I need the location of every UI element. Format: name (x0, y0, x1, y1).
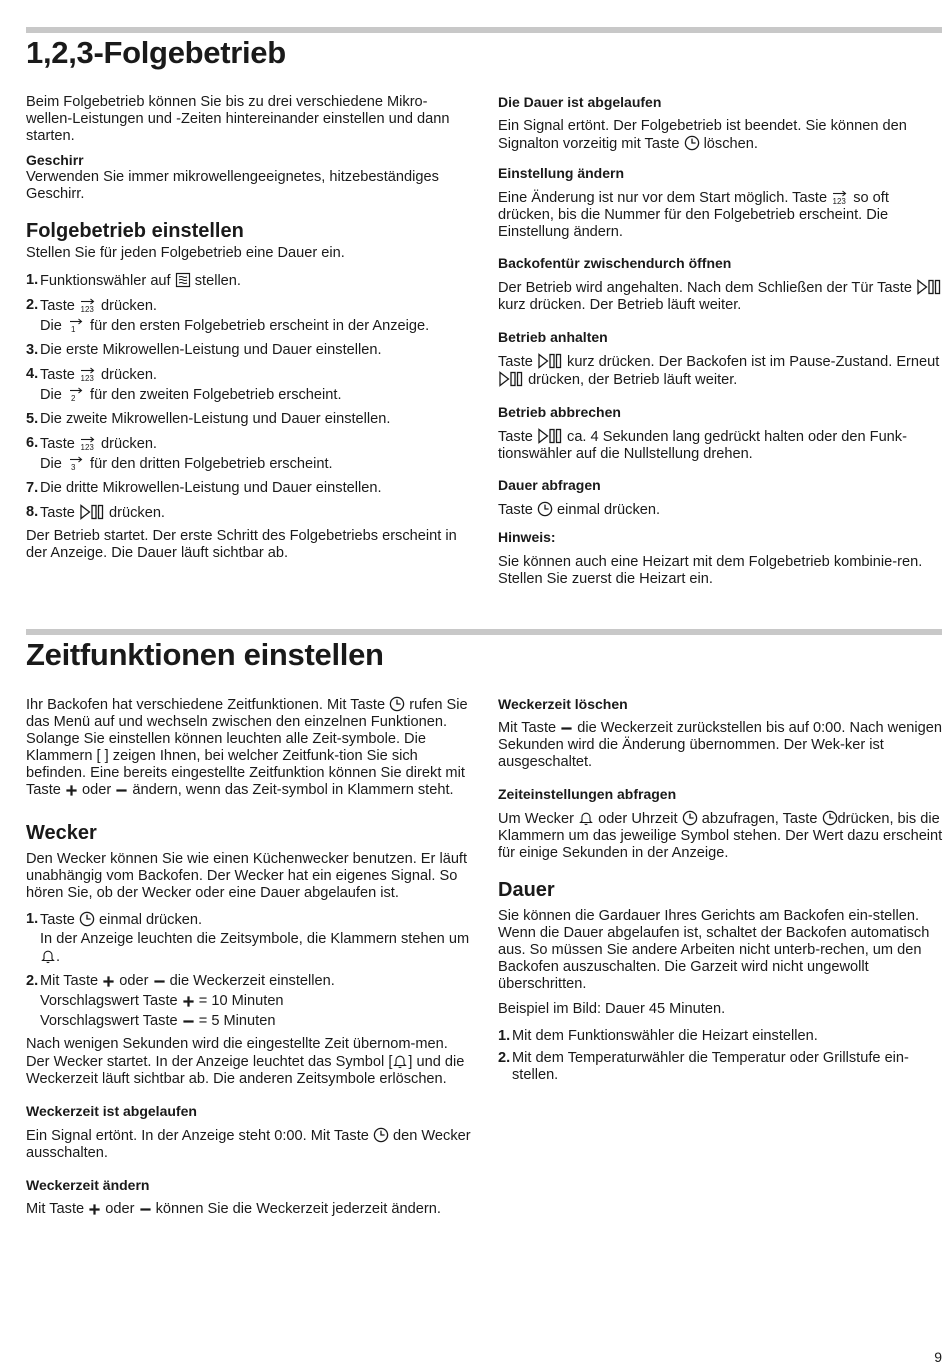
sequence-step-2-icon (66, 386, 86, 402)
step-number: 7. (26, 480, 39, 496)
start-pause-icon (498, 371, 524, 387)
list-item: 2. Mit Taste oder die Weckerzeit einstellen. (26, 973, 335, 989)
dauer-heading: Dauer (498, 879, 555, 901)
clock-icon (537, 501, 553, 517)
plus-icon (102, 975, 115, 988)
wecker-after-text: Nach wenigen Sekunden wird die eingestellte Zeit übernom-men. Der Wecker startet. In der Anzeige leuchtet das Symbol [ ] und die Weckerzeit läuft sichtbar ab. Die anderen Zeitsymbole erlöschen. (26, 1036, 465, 1087)
plus-icon (65, 784, 78, 797)
weckerzeit-abgelaufen-heading: Weckerzeit ist abgelaufen (26, 1103, 197, 1119)
dauer-beispiel: Beispiel im Bild: Dauer 45 Minuten. (498, 1001, 726, 1017)
list-item: 5. Die zweite Mikrowellen-Leistung und Dauer einstellen. (26, 411, 391, 427)
list-item: 1. Taste einmal drücken. (26, 911, 203, 928)
dauer-abfragen-heading: Dauer abfragen (498, 477, 601, 493)
minus-icon (153, 975, 166, 988)
section1-left-column (26, 94, 471, 562)
outro-text: Der Betrieb startet. Der erste Schritt des Folgebetriebs erscheint in der Anzeige. Die Dauer läuft sichtbar ab. (26, 528, 457, 561)
betrieb-abbrechen-text: Taste ca. 4 Sekunden lang gedrückt halten oder den Funk-tionswähler auf die Nullstellung drehen. (498, 429, 907, 462)
start-pause-icon (537, 353, 563, 369)
plus-icon (88, 1203, 101, 1216)
step-note: In der Anzeige leuchten die Zeitsymbole, die Klammern stehen um . (40, 931, 470, 965)
zeiteinstellungen-text: Um Wecker oder Uhrzeit abzufragen, Taste drücken, bis die Klammern um das jeweilige Symbol stehen. Der Wert dazu erscheint für einige Sekunden in der Anzeige. (498, 811, 943, 861)
step-note: Die für den dritten Folgebetrieb erscheint. (40, 456, 333, 472)
dauer-abfragen-text: Taste einmal drücken. (498, 502, 661, 518)
list-item: 2. Mit dem Temperaturwähler die Temperatur oder Grillstufe ein-stellen. (498, 1050, 909, 1083)
geschirr-heading: Geschirr (26, 152, 84, 168)
microwave-mode-icon (175, 272, 191, 288)
section1-right-column (498, 94, 943, 588)
step-number: 1. (26, 911, 39, 927)
betrieb-anhalten-text: Taste kurz drücken. Der Backofen ist im Pause-Zustand. Erneut drücken, der Betrieb läuft weiter. (498, 354, 940, 388)
sequence-123-icon (79, 435, 97, 451)
step-number: 3. (26, 342, 39, 358)
lead-text: Stellen Sie für jeden Folgebetrieb eine Dauer ein. (26, 245, 345, 261)
zeitfunktionen-intro: Ihr Backofen hat verschiedene Zeitfunktionen. Mit Taste rufen Sie das Menü auf und wechseln zwischen den einzelnen Funktionen. Solange Sie einstellen können leuchten alle Zeit-symbole. Die Klammern [ ] zeigen Ihnen, bei welcher Zeitfunk-tion Sie sich befinden. Eine bereits eingestellte Zeitfunktion können Sie direkt mit Taste oder ändern, wenn das Zeit-symbol in Klammern steht. (26, 697, 468, 798)
start-pause-icon (79, 504, 105, 520)
clock-icon (822, 810, 838, 826)
sequence-step-1-icon (66, 317, 86, 333)
section-rule-middle (26, 629, 942, 635)
intro-text: Beim Folgebetrieb können Sie bis zu drei verschiedene Mikro-wellen-Leistungen und -Zeiten hintereinander einstellen und dann starten. (26, 94, 450, 144)
dauer-abgelaufen-heading: Die Dauer ist abgelaufen (498, 94, 662, 110)
list-item: 2. Taste drücken. (26, 297, 157, 314)
list-item: 1. Funktionswähler auf stellen. (26, 272, 241, 289)
list-item: 3. Die erste Mikrowellen-Leistung und Dauer einstellen. (26, 342, 382, 358)
step-note: Die für den ersten Folgebetrieb erscheint in der Anzeige. (40, 318, 430, 334)
backofentuer-text: Der Betrieb wird angehalten. Nach dem Schließen der Tür Taste kurz drücken. Der Betrieb läuft weiter. (498, 279, 943, 314)
sequence-123-icon (79, 366, 97, 382)
bell-icon (392, 1053, 408, 1069)
dauer-steps-list (498, 1028, 943, 1084)
section2-right-column (498, 696, 943, 1084)
minus-icon (115, 784, 128, 797)
page-title-zeitfunktionen: Zeitfunktionen einstellen (26, 637, 384, 672)
start-pause-icon (916, 279, 942, 295)
step-number: 1. (26, 272, 39, 288)
plus-icon (182, 995, 195, 1008)
clock-icon (373, 1127, 389, 1143)
section2-left-column (26, 696, 471, 1218)
folgebetrieb-einstellen-heading: Folgebetrieb einstellen (26, 220, 244, 242)
list-item: 7. Die dritte Mikrowellen-Leistung und Dauer einstellen. (26, 480, 382, 496)
dauer-abgelaufen-text: Ein Signal ertönt. Der Folgebetrieb ist beendet. Sie können den Signalton vorzeitig mit Taste löschen. (498, 118, 907, 152)
clock-icon (79, 911, 95, 927)
minus-icon (182, 1015, 195, 1028)
weckerzeit-aendern-heading: Weckerzeit ändern (26, 1177, 150, 1193)
step-number: 2. (498, 1050, 511, 1066)
clock-icon (682, 810, 698, 826)
step-number: 6. (26, 435, 39, 451)
step-number: 8. (26, 504, 39, 520)
geschirr-text: Verwenden Sie immer mikrowellengeeignetes, hitzebeständiges Geschirr. (26, 169, 439, 202)
step-number: 5. (26, 411, 39, 427)
einstellung-aendern-heading: Einstellung ändern (498, 165, 625, 181)
backofentuer-heading: Backofentür zwischendurch öffnen (498, 255, 732, 271)
step-number: 4. (26, 366, 39, 382)
page-title-folgebetrieb: 1,2,3-Folgebetrieb (26, 35, 286, 70)
bell-icon (578, 810, 594, 826)
weckerzeit-loeschen-text: Mit Taste die Weckerzeit zurückstellen bis auf 0:00. Nach wenigen Sekunden wird die Änderung übernommen. Der Wek-ker ist ausgeschaltet. (498, 720, 943, 770)
hinweis-heading: Hinweis: (498, 529, 556, 545)
sequence-123-icon (831, 189, 849, 205)
einstellung-aendern-text: Eine Änderung ist nur vor dem Start möglich. Taste so oft drücken, bis die Nummer für den Folgebetrieb erscheint. Die Einstellung ändern. (498, 190, 889, 240)
betrieb-anhalten-heading: Betrieb anhalten (498, 329, 608, 345)
betrieb-abbrechen-heading: Betrieb abbrechen (498, 404, 621, 420)
section-rule-top (26, 27, 942, 33)
step-note: Vorschlagswert Taste = 5 Minuten (40, 1013, 276, 1029)
start-pause-icon (537, 428, 563, 444)
step-number: 1. (498, 1028, 511, 1044)
weckerzeit-loeschen-heading: Weckerzeit löschen (498, 696, 628, 712)
list-item: 6. Taste drücken. (26, 435, 157, 452)
step-note: Vorschlagswert Taste = 10 Minuten (40, 993, 284, 1009)
minus-icon (560, 722, 573, 735)
step-number: 2. (26, 973, 39, 989)
folgebetrieb-steps-list (26, 272, 471, 522)
clock-icon (389, 696, 405, 712)
clock-icon (684, 135, 700, 151)
minus-icon (139, 1203, 152, 1216)
wecker-steps-list (26, 911, 471, 1030)
step-note: Die für den zweiten Folgebetrieb erscheint. (40, 387, 342, 403)
step-number: 2. (26, 297, 39, 313)
list-item: 1. Mit dem Funktionswähler die Heizart einstellen. (498, 1028, 818, 1044)
zeiteinstellungen-heading: Zeiteinstellungen abfragen (498, 786, 677, 802)
hinweis-text: Sie können auch eine Heizart mit dem Folgebetrieb kombinie-ren. Stellen Sie zuerst die Heizart ein. (498, 554, 923, 587)
weckerzeit-aendern-text: Mit Taste oder können Sie die Weckerzeit jederzeit ändern. (26, 1201, 441, 1217)
page-number: 9 (934, 1349, 942, 1365)
list-item: 8. Taste drücken. (26, 504, 165, 521)
list-item: 4. Taste drücken. (26, 366, 157, 383)
bell-icon (40, 948, 56, 964)
dauer-intro: Sie können die Gardauer Ihres Gerichts am Backofen ein-stellen. Wenn die Dauer abgelaufen ist, schaltet der Backofen automatisch aus. So müssen Sie andere Arbeiten nicht unterb-rechen, um den Backofen auszuschalten. Die Garzeit wird nicht ungewollt überschritten. (498, 908, 930, 992)
weckerzeit-abgelaufen-text: Ein Signal ertönt. In der Anzeige steht 0:00. Mit Taste den Wecker ausschalten. (26, 1128, 471, 1161)
sequence-123-icon (79, 297, 97, 313)
wecker-intro: Den Wecker können Sie wie einen Küchenwecker benutzen. Er läuft unabhängig vom Backofen. Der Wecker hat ein eigenes Signal. So hören Sie, ob der Wecker oder eine Dauer abgelaufen ist. (26, 851, 468, 901)
wecker-heading: Wecker (26, 822, 97, 844)
sequence-step-3-icon (66, 455, 86, 471)
